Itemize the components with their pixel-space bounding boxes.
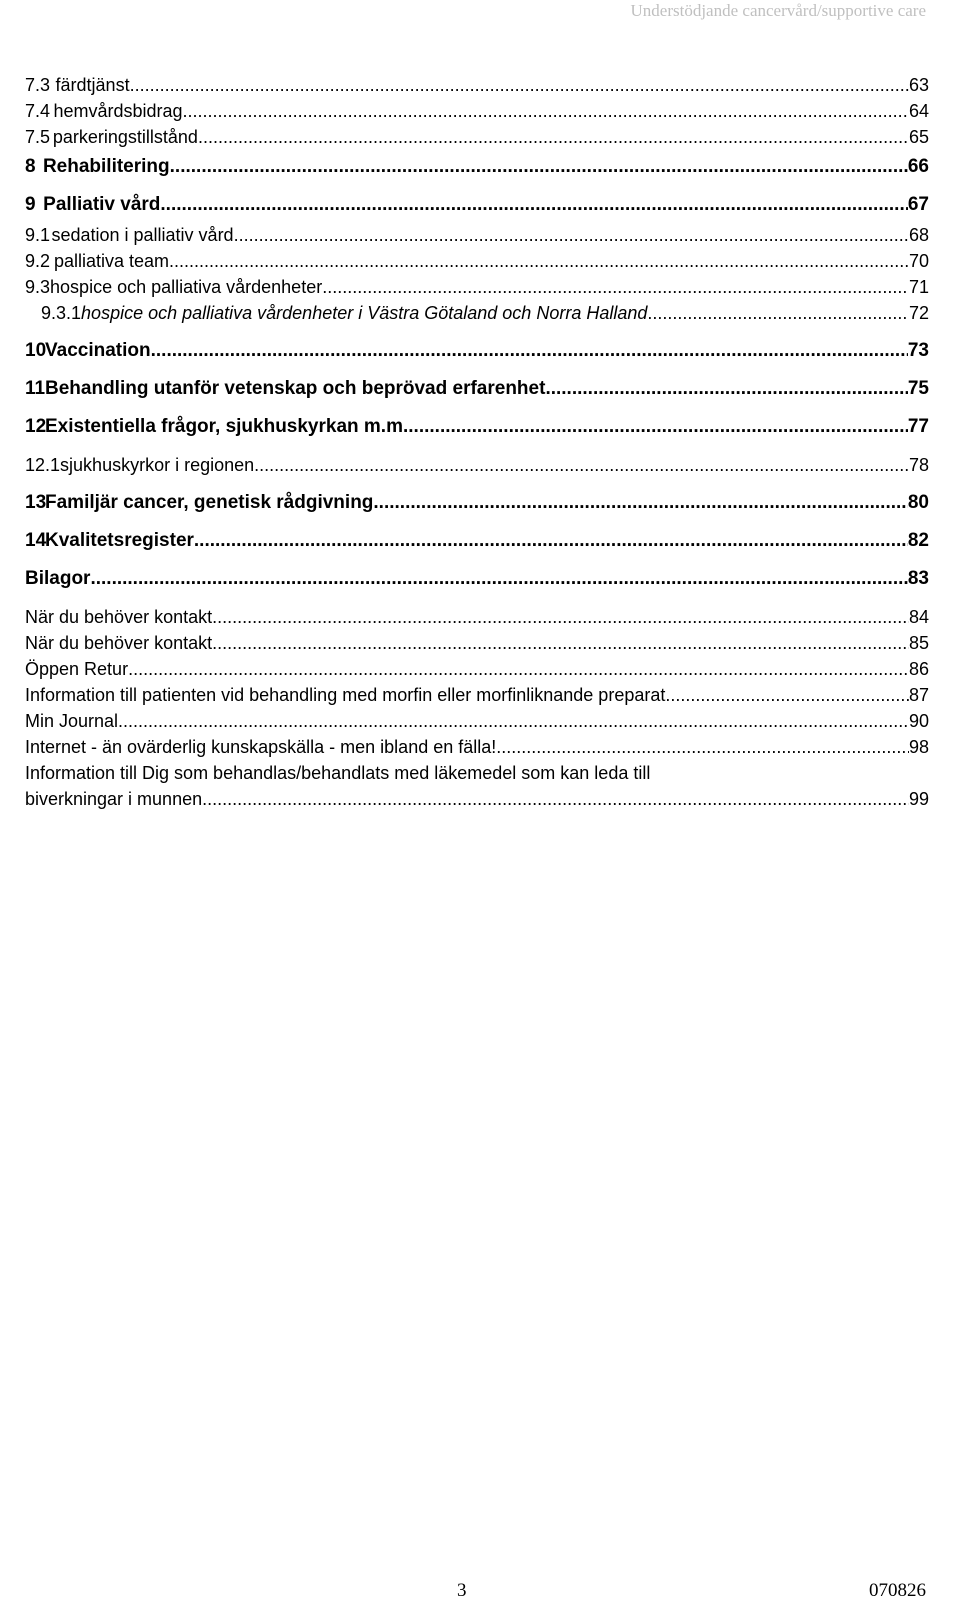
toc-leader xyxy=(212,630,909,656)
toc-number: 9.3.1 xyxy=(41,303,82,323)
toc-title: Rehabilitering xyxy=(42,156,170,177)
toc-number: 9.2 xyxy=(25,251,51,271)
toc-page: 87 xyxy=(908,685,929,705)
toc-leader xyxy=(373,490,907,516)
toc-entry[interactable] xyxy=(25,124,929,150)
toc-title: När du behöver kontakt xyxy=(25,633,213,653)
toc-entry[interactable] xyxy=(25,490,929,516)
toc-title-line2-row xyxy=(25,786,929,812)
toc-leader xyxy=(198,124,909,150)
toc-leader xyxy=(128,656,909,682)
toc-title: Kvalitetsregister xyxy=(45,530,194,551)
toc-page: 67 xyxy=(907,194,929,215)
toc-page: 80 xyxy=(907,492,929,513)
toc-title: Existentiella frågor, sjukhuskyrkan m.m. xyxy=(45,416,409,437)
toc-page: 78 xyxy=(908,455,929,475)
toc-entry[interactable] xyxy=(25,682,929,708)
toc-page: 98 xyxy=(908,737,929,757)
toc-entry[interactable] xyxy=(25,656,929,682)
toc-page: 66 xyxy=(907,156,929,177)
toc-page: 63 xyxy=(908,75,929,95)
toc-leader xyxy=(408,414,908,440)
toc-number: 7.3 xyxy=(25,75,51,95)
toc-entry[interactable] xyxy=(25,604,929,630)
toc-title: hospice och palliativa vårdenheter i Västra Götaland och Norra Halland xyxy=(81,303,648,323)
toc-page: 68 xyxy=(908,225,929,245)
toc-leader xyxy=(130,72,909,98)
toc-title: färdtjänst xyxy=(55,75,130,95)
toc-number: 8 xyxy=(25,156,36,177)
toc-leader xyxy=(212,604,909,630)
toc-page: 84 xyxy=(908,607,929,627)
toc-entry[interactable] xyxy=(25,528,929,554)
page-number: 3 xyxy=(457,1580,467,1601)
toc-page: 90 xyxy=(908,711,929,731)
toc-leader xyxy=(169,248,909,274)
toc-entry[interactable] xyxy=(25,154,929,180)
document-code: 070826 xyxy=(869,1580,926,1601)
toc-title: Öppen Retur xyxy=(25,659,129,679)
toc-page: 85 xyxy=(908,633,929,653)
toc-page: 77 xyxy=(907,416,929,437)
toc-leader xyxy=(496,734,909,760)
toc-page: 99 xyxy=(908,789,929,809)
toc-entry[interactable] xyxy=(25,376,929,402)
toc-title: Behandling utanför vetenskap och beprövad erfarenhet xyxy=(45,378,546,399)
toc-title: Bilagor xyxy=(25,568,91,589)
running-header: Understödjande cancervård/supportive care xyxy=(630,1,926,20)
toc-leader xyxy=(183,98,909,124)
toc-title: hospice och palliativa vårdenheter xyxy=(50,277,323,297)
toc-page: 70 xyxy=(908,251,929,271)
toc-page: 83 xyxy=(907,568,929,589)
toc-leader xyxy=(118,708,909,734)
toc-page: 64 xyxy=(908,101,929,121)
toc-leader xyxy=(170,154,908,180)
toc-title: Palliativ vård xyxy=(43,194,161,215)
toc-entry[interactable] xyxy=(25,630,929,656)
toc-leader xyxy=(90,566,907,592)
toc-title: Information till patienten vid behandling med morfin eller morfinliknande preparat xyxy=(25,685,666,705)
toc-title: hemvårdsbidrag xyxy=(53,101,183,121)
toc-leader xyxy=(160,192,907,218)
toc-entry[interactable] xyxy=(25,338,929,364)
toc-entry[interactable] xyxy=(25,760,929,812)
toc-entry[interactable] xyxy=(25,192,929,218)
toc-page: 73 xyxy=(907,340,929,361)
toc-page: 86 xyxy=(908,659,929,679)
toc-title-line1: Information till Dig som behandlas/behandlats med läkemedel som kan leda till xyxy=(25,763,651,783)
toc-number: 13 xyxy=(25,492,47,513)
toc-title: parkeringstillstånd xyxy=(52,127,198,147)
toc-number: 14 xyxy=(25,530,47,551)
table-of-contents xyxy=(25,72,929,812)
toc-entry[interactable] xyxy=(25,222,929,248)
toc-leader xyxy=(194,528,908,554)
toc-entry[interactable] xyxy=(25,72,929,98)
toc-leader xyxy=(665,682,909,708)
toc-title: Min Journal xyxy=(25,711,119,731)
toc-number: 11 xyxy=(25,378,46,399)
toc-number: 12 xyxy=(25,416,47,437)
toc-entry[interactable] xyxy=(25,414,929,440)
toc-leader xyxy=(254,452,909,478)
toc-page: 75 xyxy=(907,378,929,399)
toc-title: Vaccination xyxy=(45,340,151,361)
toc-page: 71 xyxy=(908,277,929,297)
toc-entry[interactable] xyxy=(25,452,929,478)
toc-entry[interactable] xyxy=(25,274,929,300)
toc-page: 65 xyxy=(908,127,929,147)
toc-title: När du behöver kontakt xyxy=(25,607,213,627)
toc-number: 12.1 xyxy=(25,455,61,475)
toc-entry[interactable] xyxy=(25,708,929,734)
toc-entry[interactable] xyxy=(25,98,929,124)
toc-title: biverkningar i munnen. xyxy=(25,789,208,809)
toc-page: 72 xyxy=(908,303,929,323)
toc-leader xyxy=(207,786,909,812)
toc-title: Internet - än ovärderlig kunskapskälla - men ibland en fälla! xyxy=(25,737,497,757)
toc-leader xyxy=(322,274,909,300)
toc-entry[interactable] xyxy=(25,734,929,760)
toc-title: sedation i palliativ vård xyxy=(51,225,234,245)
toc-number: 10 xyxy=(25,340,47,361)
toc-entry[interactable] xyxy=(25,566,929,592)
toc-number: 9.3 xyxy=(25,277,51,297)
toc-number: 7.5 xyxy=(25,127,51,147)
toc-number: 7.4 xyxy=(25,101,51,121)
toc-title: Familjär cancer, genetisk rådgivning xyxy=(45,492,374,513)
toc-entry[interactable] xyxy=(25,300,929,326)
toc-number: 9.1 xyxy=(25,225,51,245)
toc-page: 82 xyxy=(907,530,929,551)
toc-title: sjukhuskyrkor i regionen xyxy=(60,455,255,475)
toc-number: 9 xyxy=(25,194,36,215)
toc-entry[interactable] xyxy=(25,248,929,274)
toc-leader xyxy=(647,300,909,326)
toc-leader xyxy=(234,222,909,248)
toc-leader xyxy=(151,338,908,364)
toc-title: palliativa team xyxy=(53,251,170,271)
toc-leader xyxy=(545,376,907,402)
